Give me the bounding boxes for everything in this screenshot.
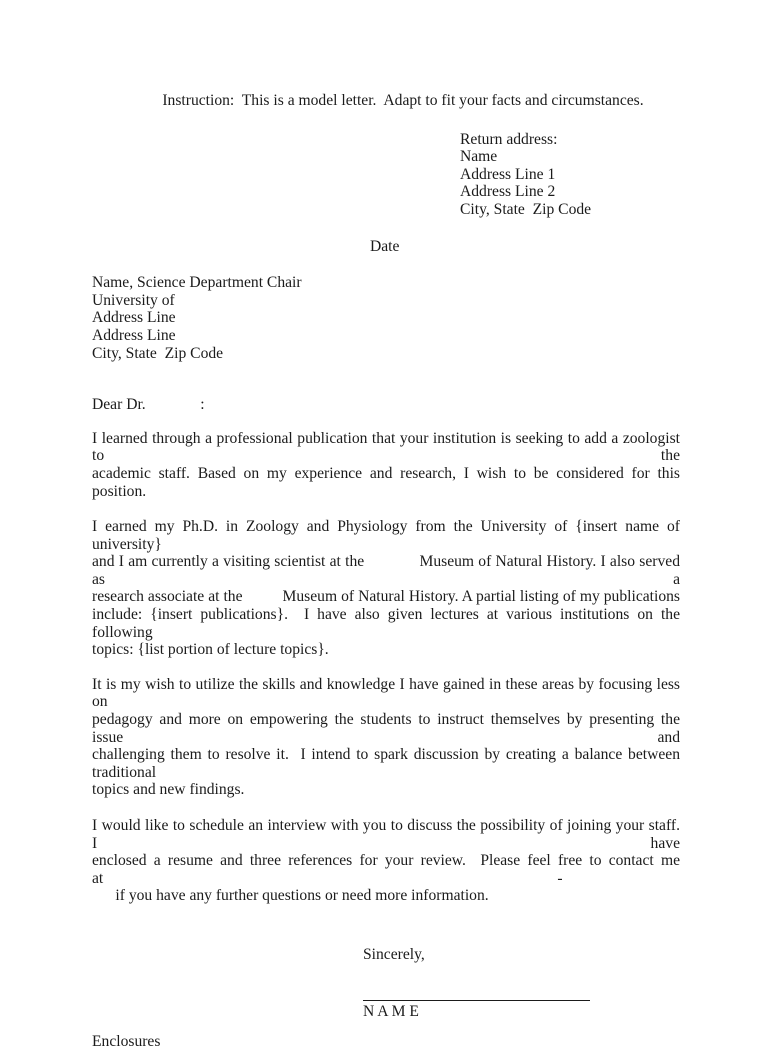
instruction-note: Instruction: This is a model letter. Adapt to fit your facts and circumstances. bbox=[162, 92, 644, 109]
date-placeholder: Date bbox=[370, 237, 400, 255]
text-line: I would like to schedule an interview with you to discuss the possibility of joining your staff. I have bbox=[92, 817, 680, 852]
text-line: Address Line 2 bbox=[460, 183, 556, 201]
text-line: City, State Zip Code bbox=[460, 200, 592, 218]
body-paragraph-1 bbox=[92, 430, 680, 500]
text-line: pedagogy and more on empowering the students to instruct themselves by presenting the issue and bbox=[92, 711, 680, 746]
closing-phrase: Sincerely, bbox=[363, 945, 425, 963]
text-line: include: {insert publications}. I have also given lectures at various institutions on the following bbox=[92, 606, 680, 641]
signature-line bbox=[363, 1000, 590, 1021]
text-line: topics: {list portion of lecture topics}. bbox=[92, 641, 329, 659]
signature-name: N A M E bbox=[363, 1002, 419, 1020]
body-paragraph-2 bbox=[92, 518, 680, 659]
text-line: topics and new findings. bbox=[92, 781, 245, 799]
text-line: research associate at the Museum of Natural History. A partial listing of my publications bbox=[92, 588, 680, 606]
text-line: I learned through a professional publication that your institution is seeking to add a zoologist to the bbox=[92, 429, 680, 465]
text-line: and I am currently a visiting scientist at the Museum of Natural History. I also served as a bbox=[92, 553, 680, 588]
enclosures-note: Enclosures bbox=[92, 1033, 161, 1051]
text-line: academic staff. Based on my experience and research, I wish to be considered for this position. bbox=[92, 464, 680, 500]
text-line: Name, Science Department Chair bbox=[92, 274, 302, 292]
body-paragraph-4 bbox=[92, 817, 680, 905]
return-address-block bbox=[460, 131, 680, 219]
text-line: Address Line 1 bbox=[460, 165, 556, 183]
text-line: enclosed a resume and three references for your review. Please feel free to contact me at - bbox=[92, 852, 680, 887]
text-line: Address Line bbox=[92, 326, 176, 344]
body-paragraph-3 bbox=[92, 676, 680, 799]
text-line: challenging them to resolve it. I intend to spark discussion by creating a balance between traditional bbox=[92, 746, 680, 781]
text-line: It is my wish to utilize the skills and knowledge I have gained in these areas by focusing less on bbox=[92, 675, 680, 711]
text-line: I earned my Ph.D. in Zoology and Physiology from the University of {insert name of university} bbox=[92, 518, 680, 553]
text-line: Address Line bbox=[92, 309, 176, 327]
text-line: Return address: bbox=[460, 130, 558, 148]
text-line: University of bbox=[92, 291, 175, 309]
recipient-address-block bbox=[92, 274, 680, 362]
text-line: City, State Zip Code bbox=[92, 344, 224, 362]
salutation: Dear Dr. : bbox=[92, 396, 205, 414]
text-line: Name bbox=[460, 148, 498, 166]
text-line: if you have any further questions or need more information. bbox=[92, 887, 489, 905]
